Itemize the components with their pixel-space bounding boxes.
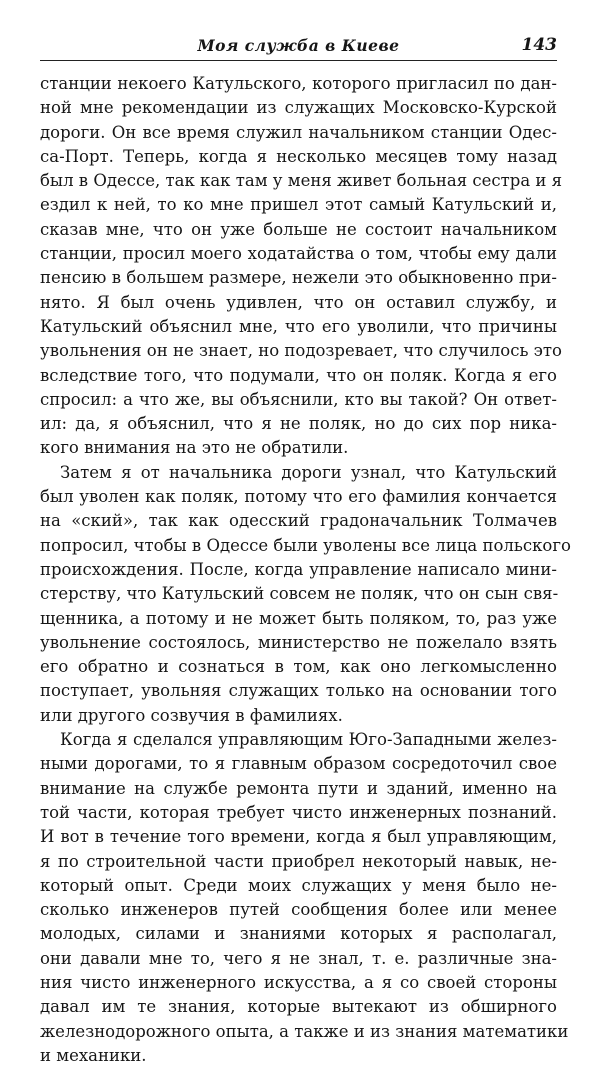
text-line: на «ский», так как одесский градоначальник Толмачев [40,511,557,531]
paragraph-3 [40,728,569,1068]
text-line: они давали мне то, чего я не знал, т. е. различные зна- [40,948,557,968]
text-line: пенсию в большем размере, нежели это обыкновенно при- [40,268,557,288]
text-line: молодых, силами и знаниями которых я располагал, [40,924,557,944]
page-number: 143 [521,35,557,55]
paragraph-2 [40,461,571,728]
body-text [40,72,571,1068]
text-line: железнодорожного опыта, а также и из знания математики [40,1021,569,1041]
text-line: его обратно и сознаться в том, как оно легкомысленно [40,657,557,677]
text-line: увольнения он не знает, но подозревает, что случилось это [40,341,562,361]
text-line: дороги. Он все время служил начальником станции Одес- [40,122,557,142]
text-line: Когда я сделался управляющим Юго-Западными желез- [60,730,557,750]
text-line: я по строительной части приобрел некоторый навык, не- [40,851,557,871]
text-line: вследствие того, что подумали, что он поляк. Когда я его [40,365,557,385]
text-line: щенника, а потому и не может быть поляком, то, раз уже [40,608,557,628]
text-line: сказав мне, что он уже больше не состоит начальником [40,219,557,239]
text-line: попросил, чтобы в Одессе были уволены все лица польского [40,535,571,555]
text-line: был в Одессе, так как там у меня живет больная сестра и я [40,171,563,191]
text-line: или другого созвучия в фамилиях. [40,705,343,725]
text-line: кого внимания на это не обратили. [40,438,349,458]
text-line: был уволен как поляк, потому что его фамилия кончается [40,487,557,507]
text-line: ными дорогами, то я главным образом сосредоточил свое [40,754,557,774]
text-line: давал им те знания, которые вытекают из обширного [40,997,557,1017]
text-line: и механики. [40,1045,147,1065]
text-line: поступает, увольняя служащих только на основании того [40,681,557,701]
text-line: который опыт. Среди моих служащих у меня было не- [40,875,557,895]
text-line: ной мне рекомендации из служащих Московско-Курской [40,98,557,118]
text-line: нято. Я был очень удивлен, что он оставил службу, и [40,292,557,312]
text-line: внимание на службе ремонта пути и зданий, именно на [40,778,557,798]
text-line: ил: да, я объяснил, что я не поляк, но до сих пор ника- [40,414,557,434]
text-line: И вот в течение того времени, когда я был управляющим, [40,827,557,847]
text-line: спросил: а что же, вы объяснили, кто вы такой? Он ответ- [40,389,557,409]
text-line: увольнение состоялось, министерство не пожелало взять [40,632,557,652]
paragraph-1 [40,72,563,461]
text-line: той части, которая требует чисто инженерных познаний. [40,802,557,822]
text-line: ездил к ней, то ко мне пришел этот самый Катульский и, [40,195,557,215]
text-line: ния чисто инженерного искусства, а я со своей стороны [40,972,557,992]
text-line: Затем я от начальника дороги узнал, что Катульский [60,462,557,482]
running-title: Моя служба в Киеве [197,36,400,55]
text-line: Катульский объяснил мне, что его уволили, что причины [40,316,557,336]
text-line: станции, просил моего ходатайства о том, чтобы ему дали [40,244,557,264]
running-head [40,34,557,61]
text-line: происхождения. После, когда управление написало мини- [40,559,557,579]
text-line: станции некоего Катульского, которого пригласил по дан- [40,74,557,93]
text-line: стерству, что Катульский совсем не поляк, что он сын свя- [40,584,559,604]
text-line: сколько инженеров путей сообщения более или менее [40,900,557,920]
text-line: са-Порт. Теперь, когда я несколько месяцев тому назад [40,146,557,166]
